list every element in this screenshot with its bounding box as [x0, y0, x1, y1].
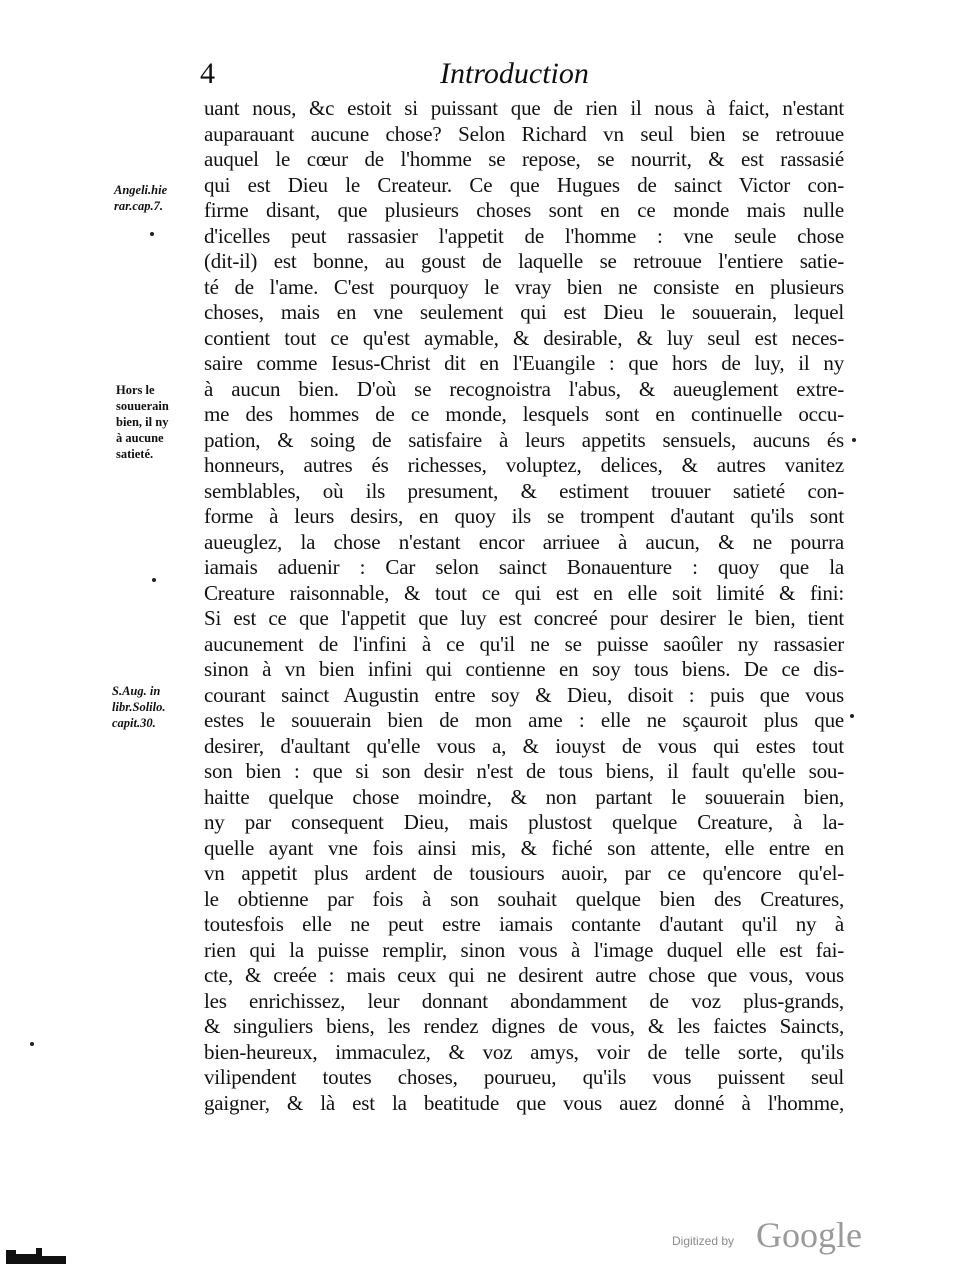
margin-note-line: rar.cap.7. [114, 199, 163, 213]
margin-note-line: libr.Solilo. [112, 700, 166, 714]
page-number: 4 [200, 57, 215, 90]
text-line: gaigner, & là est la beatitude que vous auez donné à l'homme, [204, 1090, 844, 1115]
text-line: contient tout ce qu'est aymable, & desirable, & luy seul est neces- [204, 325, 844, 350]
text-line: pation, & soing de satisfaire à leurs appetits sensuels, aucuns és [204, 427, 844, 452]
ink-blot-icon [6, 1244, 70, 1264]
text-line: estes le souuerain bien de mon ame : elle ne sçauroit plus que [204, 708, 844, 732]
margin-note-line: Hors le [116, 383, 155, 397]
text-line: Creature raisonnable, & tout ce qui est en elle soit limité & fini: [204, 580, 844, 605]
ink-speck [152, 578, 156, 582]
text-line: me des hommes de ce monde, lesquels sont en continuelle occu- [204, 402, 844, 426]
text-line: son bien : que si son desir n'est de tous biens, il fault qu'elle sou- [204, 759, 844, 783]
ink-speck [30, 1042, 34, 1046]
text-line: choses, mais en vne seulement qui est Dieu le souuerain, lequel [204, 300, 844, 324]
margin-note-line: satieté. [116, 447, 154, 461]
text-line: d'icelles peut rassasier l'appetit de l'homme : vne seule chose [204, 223, 844, 248]
text-line: quelle ayant vne fois ainsi mis, & fiché son attente, elle entre en [204, 835, 844, 860]
text-line: vn appetit plus ardent de tousiours auoir, par ce qu'encore qu'el- [204, 861, 844, 885]
text-line: sinon à vn bien infini qui contienne en soy tous biens. De ce dis- [204, 657, 844, 681]
margin-note-line: Angeli.hie [114, 183, 168, 197]
margin-note-line: S.Aug. in [112, 684, 161, 698]
margin-note-hors-le-souuerain [116, 382, 206, 462]
text-line: auparauant aucune chose? Selon Richard vn seul bien se retrouue [204, 121, 844, 146]
text-line: à aucun bien. D'où se recognoistra l'abus, & aueuglement extre- [204, 376, 844, 401]
margin-note-angeli [114, 182, 204, 214]
text-line: vilipendent toutes choses, pourueu, qu'ils vous puissent seul [204, 1065, 844, 1089]
ink-speck [850, 714, 854, 718]
text-line: les enrichissez, leur donnant abondamment de voz plus-grands, [204, 988, 844, 1013]
text-line: toutesfois elle ne peut estre iamais contante d'autant qu'il ny à [204, 912, 844, 936]
text-line: semblables, où ils presument, & estiment trouuer satieté con- [204, 478, 844, 503]
text-line: té de l'ame. C'est pourquoy le vray bien ne consiste en plusieurs [204, 274, 844, 299]
text-line: (dit-il) est bonne, au goust de laquelle se retrouue l'entiere satie- [204, 249, 844, 273]
margin-note-line: capit.30. [112, 716, 156, 730]
text-line: Si est ce que l'appetit que luy est concreé pour desirer le bien, tient [204, 606, 844, 630]
text-line: honneurs, autres és richesses, voluptez, delices, & autres vanitez [204, 453, 844, 477]
text-line: cte, & creée : mais ceux qui ne desirent autre chose que vous, vous [204, 963, 844, 987]
text-line: desirer, d'aultant qu'elle vous a, & iouyst de vous qui estes tout [204, 733, 844, 758]
text-line: le obtienne par fois à son souhait quelque bien des Creatures, [204, 886, 844, 911]
running-title: Introduction [440, 57, 589, 90]
text-line: saire comme Iesus-Christ dit en l'Euangile : que hors de luy, il ny [204, 351, 844, 375]
margin-note-line: à aucune [116, 431, 164, 445]
margin-note-line: souuerain [116, 399, 169, 413]
text-line: firme disant, que plusieurs choses sont en ce monde mais nulle [204, 198, 844, 222]
text-line: ny par consequent Dieu, mais plustost quelque Creature, à la- [204, 810, 844, 834]
text-line: uant nous, &c estoit si puissant que de rien il nous à faict, n'estant [204, 96, 844, 120]
text-line: aueuglez, la chose n'estant encor arriuee à aucun, & ne pourra [204, 529, 844, 554]
text-line: courant sainct Augustin entre soy & Dieu, disoit : puis que vous [204, 682, 844, 707]
text-line: forme à leurs desirs, en quoy ils se trompent d'autant qu'ils sont [204, 504, 844, 528]
digitized-by-label: Digitized by [672, 1234, 735, 1248]
text-line: qui est Dieu le Createur. Ce que Hugues de sainct Victor con- [204, 172, 844, 197]
text-line: haitte quelque chose moindre, & non partant le souuerain bien, [204, 784, 844, 809]
text-line: iamais aduenir : Car selon sainct Bonauenture : quoy que la [204, 555, 844, 579]
body-text [204, 96, 844, 1116]
ink-speck [150, 232, 154, 236]
text-line: & singuliers biens, les rendez dignes de vous, & les faictes Saincts, [204, 1014, 844, 1038]
ink-speck [852, 438, 856, 442]
text-line: aucunement de l'infini à ce qu'il ne se puisse saoûler ny rassasier [204, 631, 844, 656]
text-line: rien qui la puisse remplir, sinon vous à l'image duquel elle est fai- [204, 937, 844, 962]
margin-note-augustin [112, 683, 202, 731]
google-wordmark: Google [756, 1215, 862, 1255]
margin-note-line: bien, il ny [116, 415, 169, 429]
text-line: bien-heureux, immaculez, & voz amys, voir de telle sorte, qu'ils [204, 1039, 844, 1064]
text-line: auquel le cœur de l'homme se repose, se nourrit, & est rassasié [204, 147, 844, 171]
